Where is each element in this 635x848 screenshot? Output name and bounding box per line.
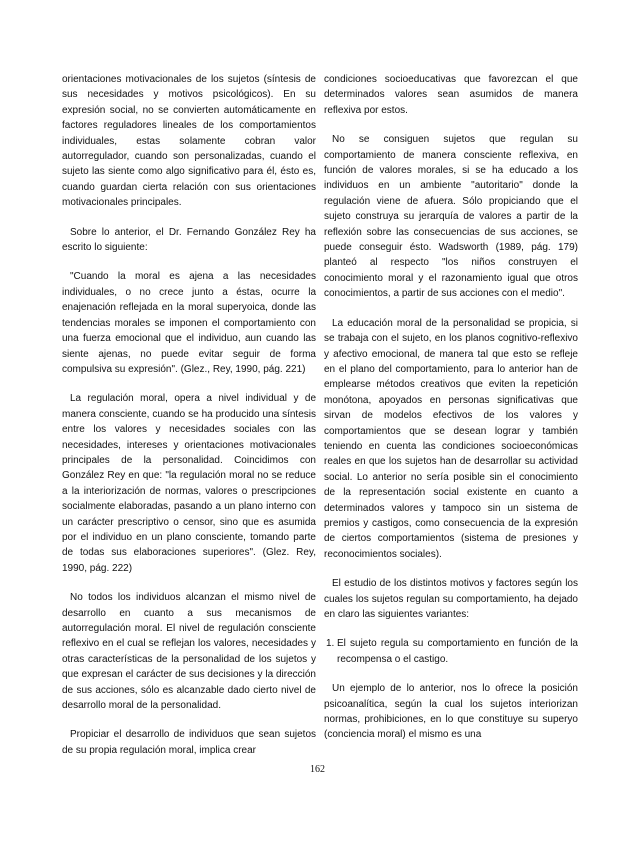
left-paragraph-5: No todos los individuos alcanzan el mismo nivel de desarrollo en cuanto a sus mecanismos de autorregulación moral. El nivel de regulación consciente reflexivo en el cual se reflejan los valores, necesidades y otras características de la personalidad de los sujetos y que expresan el carácter de sus decisiones y la dirección de sus acciones, sólo es alcanzable dado cierto nivel de desarrollo moral de la personalidad. xyxy=(62,592,316,712)
right-paragraph-5: Un ejemplo de lo anterior, nos lo ofrece la posición psicoanalítica, según la cual los sujetos interiorizan normas, prohibiciones, en lo que constituye su superyo (conciencia moral) el mismo es una xyxy=(324,683,578,741)
right-text-column xyxy=(324,72,578,757)
right-paragraph-3: La educación moral de la personalidad se propicia, si se trabaja con el sujeto, en los planos cognitivo-reflexivo y afectivo emocional, de manera tal que esto se refleje en el plano del comportamiento, para lo anterior han de emplearse métodos creativos que eviten la repetición monótona, apoyados en personas significativas que sirvan de modelos efectivos de los valores y comportamientos que se desean lograr y también teniendo en cuenta las condiciones socioeconómicas reales en que los sujetos han de desarrollar su actividad social. Lo anterior no sería posible sin el conocimiento de la representación social existente en cuanto a determinados valores y tampoco sin un sistema de premios y castigos, como consecuencia de la expresión de ciertos comportamientos (sistema de presiones y reconocimientos sociales). xyxy=(324,317,578,560)
left-text-column xyxy=(62,72,316,772)
left-paragraph-2: Sobre lo anterior, el Dr. Fernando González Rey ha escrito lo siguiente: xyxy=(62,226,316,254)
left-paragraph-4: La regulación moral, opera a nivel individual y de manera consciente, cuando se ha producido una síntesis entre los valores y necesidades sociales con las necesidades, intereses y orientaciones motivacionales principales de la personalidad. Coincidimos con González Rey en que: "la regulación moral no se reduce a la interiorización de normas, valores o prescripciones socialmente elaboradas, pasando a un plano interno con un carácter prescriptivo o censor, sino que es asumida por el individuo en un plano consciente, tomando parte de todas sus elaboraciones superiores". (Glez. Rey, 1990, pág. 222) xyxy=(62,393,316,574)
list-item-number: 1. xyxy=(326,638,335,650)
list-item-text: El sujeto regula su comportamiento en función de la recompensa o el castigo. xyxy=(337,638,578,665)
left-paragraph-1: orientaciones motivacionales de los sujetos (síntesis de sus necesidades y motivos psicológicos). En su expresión social, no se convierten automáticamente en factores reguladores lineales de los comportamientos individuales, estas solamente cobran valor autorregulador, cuando son personalizadas, cuando el sujeto las siente como algo significativo para él, ésto es, cuando guardan cierta relación con sus orientaciones motivacionales principales. xyxy=(62,74,316,209)
left-quote-gonzalez-rey: "Cuando la moral es ajena a las necesidades individuales, o no crece junto a éstas, ocurre la enajenación reflejada en la moral superyoica, donde las tendencias morales se imponen el comportamiento con una fuerza emocional que el individuo, aun cuando las siente ajenas, no puede evitar seguir de forma compulsiva su expresión". (Glez., Rey, 1990, pág. 221) xyxy=(62,271,316,375)
right-paragraph-1: condiciones socioeducativas que favorezcan el que determinados valores sean asumidos de manera reflexiva por estos. xyxy=(324,74,578,116)
list-item xyxy=(324,636,578,667)
page-number: 162 xyxy=(310,764,325,775)
right-paragraph-2: No se consiguen sujetos que regulan su comportamiento de manera consciente reflexiva, en función de valores morales, si se ha educado a los individuos en un ambiente "autoritario" donde la regulación viene de afuera. Sólo propiciando que el sujeto construya su jerarquía de valores a partir de la reflexión sobre las consecuencias de sus acciones, se puede conseguir ésto. Wadsworth (1989, pág. 179) planteó al respecto "los niños construyen el conocimiento moral y el razonamiento igual que otros conocimientos, a partir de sus acciones con el medio". xyxy=(324,134,578,300)
left-paragraph-6: Propiciar el desarrollo de individuos que sean sujetos de su propia regulación moral, implica crear xyxy=(62,729,316,756)
right-paragraph-4: El estudio de los distintos motivos y factores según los cuales los sujetos regulan su comportamiento, ha dejado en claro las siguientes variantes: xyxy=(324,578,578,620)
